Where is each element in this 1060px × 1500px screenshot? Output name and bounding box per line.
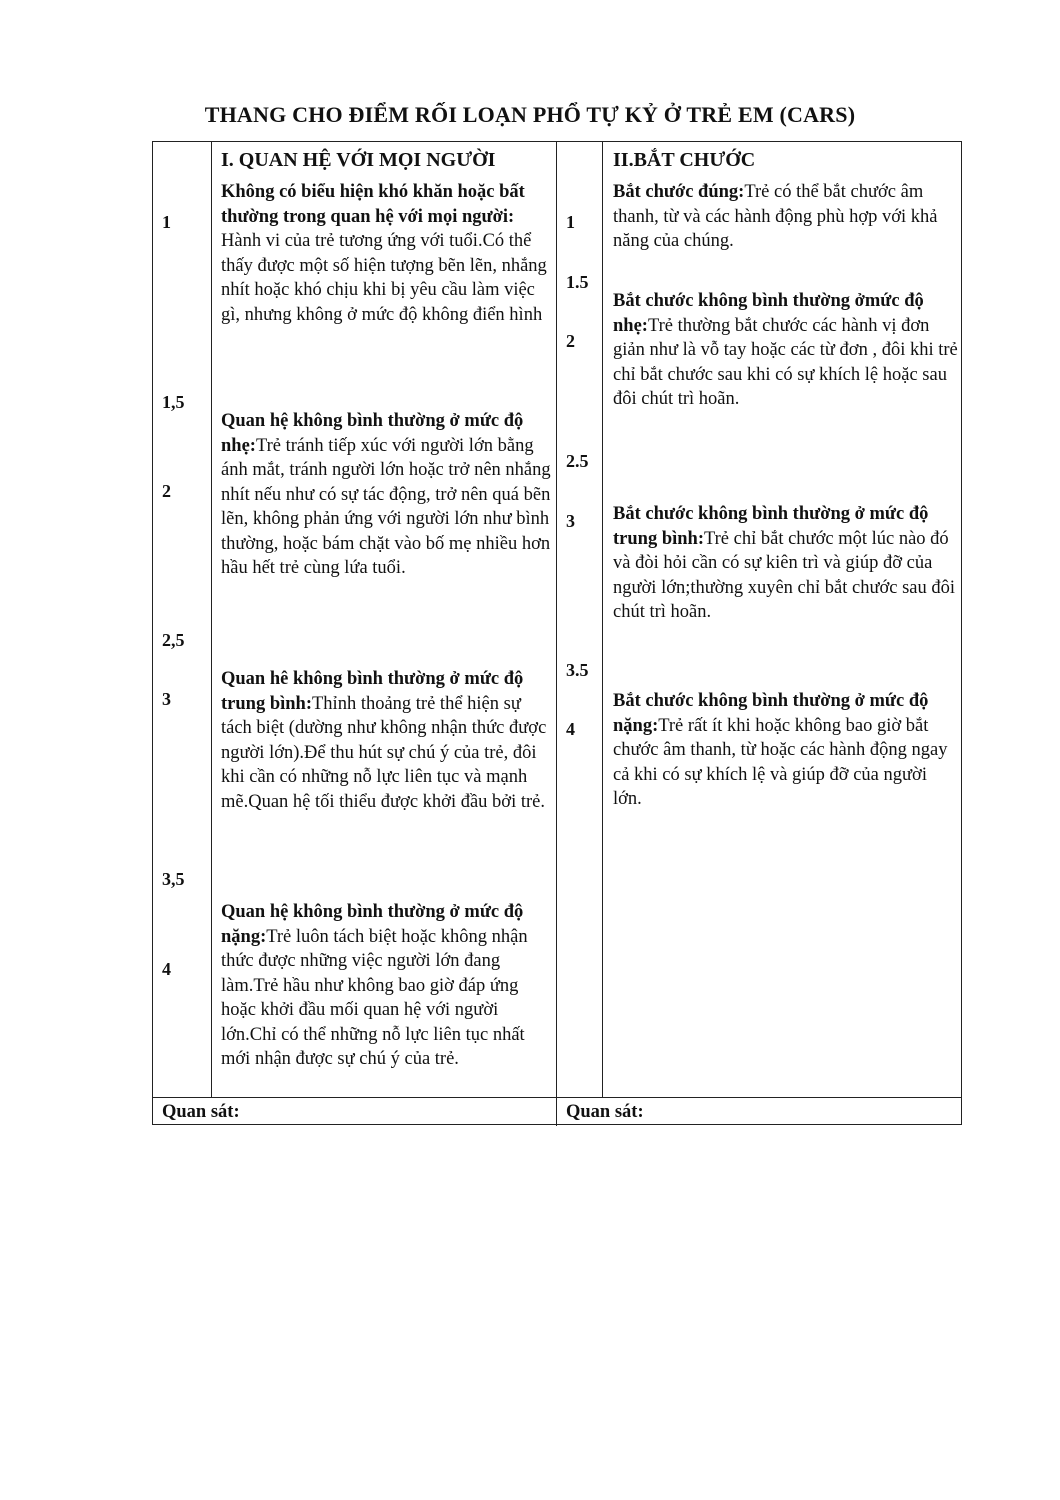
item-text: Trẻ có thể bắt chước âm thanh, từ và các hành động phù hợp với khả năng của chúng. (613, 182, 938, 251)
cars-score-table (152, 141, 962, 1125)
item-label: Bắt chước không bình thường ởmức độ nhẹ: (613, 291, 924, 336)
right-observation-label: Quan sát: (566, 1102, 644, 1122)
right-item-mild (613, 289, 959, 412)
item-text: Trẻ chỉ bắt chước một lúc nào đó và đòi hỏi cần có sự kiên trì và giúp đỡ của người lớn;thường xuyên chỉ bắt chước sau đôi chút trì hoãn. (613, 528, 956, 622)
left-score-1: 1 (162, 212, 171, 232)
right-score-2-5: 2.5 (566, 451, 589, 471)
right-item-moderate (613, 502, 959, 625)
left-score-1-5: 1,5 (162, 392, 185, 412)
right-score-2: 2 (566, 331, 575, 351)
item-text: Trẻ tránh tiếp xúc với người lớn bằng ánh mắt, tránh người lớn hoặc trở nên nhắng nhít nếu như có sự tác động, trở nên quá bẽn lẽn, không phản ứng với người lớn như bình thường, hoặc bám chặt vào bố mẹ nhiều hơn hầu hết trẻ cùng lứa tuổi. (221, 435, 551, 578)
right-item-correct (613, 180, 959, 254)
item-text: Thỉnh thoảng trẻ thể hiện sự tách biệt (dường như không nhận thức được người lớn).Để thu hút sự chú ý của trẻ, đôi khi cần có những nỗ lực liên tục và mạnh mẽ.Quan hệ tối thiểu được khởi đầu bởi trẻ. (221, 693, 547, 812)
page-title: THANG CHO ĐIỂM RỐI LOẠN PHỔ TỰ KỶ Ở TRẺ EM (CARS) (204, 102, 856, 127)
left-item-mild (221, 409, 555, 581)
right-item-severe (613, 689, 959, 812)
left-score-4: 4 (162, 959, 171, 979)
column-divider (211, 142, 212, 1098)
right-score-3: 3 (566, 511, 575, 531)
item-text: Trẻ rất ít khi hoặc không bao giờ bắt chước âm thanh, từ hoặc các hành động ngay cả khi có sự khích lệ và giúp đỡ của người lớn. (613, 715, 948, 809)
item-label: Quan hệ không bình thường ở mức độ nhẹ: (221, 411, 524, 456)
item-label: Quan hê không bình thường ở mức độ trung bình: (221, 669, 524, 714)
item-label: Bắt chước không bình thường ở mức độ nặng: (613, 691, 929, 736)
column-divider (556, 142, 557, 1126)
left-score-2: 2 (162, 481, 171, 501)
left-observation-label: Quan sát: (162, 1102, 240, 1122)
section-heading-imitation: II.BẮT CHƯỚC (613, 149, 756, 171)
item-text: Trẻ luôn tách biệt hoặc không nhận thức được những việc người lớn đang làm.Trẻ hầu như không bao giờ đáp ứng hoặc khởi đầu mối quan hệ với người lớn.Chỉ có thể những nỗ lực liên tục nhất mới nhận được sự chú ý của trẻ. (221, 926, 528, 1069)
item-label: Quan hệ không bình thường ở mức độ nặng: (221, 902, 524, 947)
right-score-4: 4 (566, 719, 575, 739)
left-score-2-5: 2,5 (162, 630, 185, 650)
left-score-3: 3 (162, 689, 171, 709)
section-heading-relationships: I. QUAN HỆ VỚI MỌI NGƯỜI (221, 149, 496, 171)
right-score-1: 1 (566, 212, 575, 232)
column-divider (602, 142, 603, 1098)
left-score-3-5: 3,5 (162, 869, 185, 889)
left-item-score-1 (221, 180, 555, 327)
left-item-severe (221, 900, 555, 1072)
item-label: Không có biểu hiện khó khăn hoặc bất thường trong quan hệ với mọi người: (221, 182, 525, 227)
right-score-1-5: 1.5 (566, 272, 589, 292)
item-text: Trẻ thường bắt chước các hành vị đơn giản như là vỗ tay hoặc các từ đơn , đôi khi trẻ chỉ bắt chước sau khi có sự khích lệ hoặc sau đôi chút trì hoãn. (613, 315, 958, 409)
item-text: Hành vi của trẻ tương ứng với tuổi.Có thể thấy được một số hiện tượng bẽn lẽn, nhắng nhít hoặc khó chịu khi bị yêu cầu làm việc gì, nhưng không ở mức độ không điển hình (221, 231, 547, 325)
left-item-moderate (221, 667, 555, 814)
observation-row-divider (153, 1097, 961, 1098)
item-label: Bắt chước đúng: (613, 182, 745, 202)
item-label: Bắt chước không bình thường ở mức độ trung bình: (613, 504, 929, 549)
right-score-3-5: 3.5 (566, 660, 589, 680)
